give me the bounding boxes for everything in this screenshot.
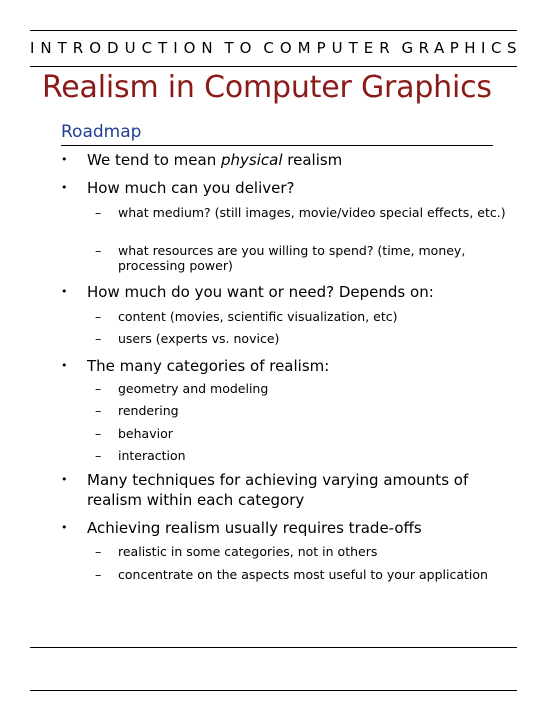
list-item xyxy=(95,448,508,463)
bullet-text: Achieving realism usually requires trade-offs xyxy=(87,519,422,537)
bullet-text: Many techniques for achieving varying amounts of realism within each category xyxy=(87,471,469,509)
list-item xyxy=(61,282,507,302)
footer-rule-top xyxy=(30,647,517,648)
bullet-icon: • xyxy=(61,473,68,486)
dash-icon: – xyxy=(95,243,102,258)
list-item xyxy=(61,150,507,170)
dash-icon: – xyxy=(95,205,102,220)
bullet-text: behavior xyxy=(118,426,173,441)
bullet-text: realistic in some categories, not in others xyxy=(118,544,378,559)
bullet-text: rendering xyxy=(118,403,179,418)
bullet-text: content (movies, scientific visualization, etc) xyxy=(118,309,398,324)
footer-rule-bottom xyxy=(30,690,517,691)
list-item xyxy=(95,243,508,273)
bullet-text: concentrate on the aspects most useful to your application xyxy=(118,567,488,582)
course-header-word: TO xyxy=(224,39,258,57)
bullet-text: what resources are you willing to spend? (time, money, processing power) xyxy=(118,243,466,273)
bullet-text: The many categories of realism: xyxy=(87,357,330,375)
slide-title: Realism in Computer Graphics xyxy=(42,70,492,105)
bullet-text: what medium? (still images, movie/video special effects, etc.) xyxy=(118,205,506,220)
dash-icon: – xyxy=(95,381,102,396)
dash-icon: – xyxy=(95,403,102,418)
dash-icon: – xyxy=(95,448,102,463)
course-header-word: COMPUTER xyxy=(263,39,396,57)
dash-icon: – xyxy=(95,309,102,324)
bullet-icon: • xyxy=(61,359,68,372)
emphasis-text: physical xyxy=(221,151,283,169)
bullet-text: We tend to mean xyxy=(87,151,221,169)
bullet-icon: • xyxy=(61,285,68,298)
dash-icon: – xyxy=(95,331,102,346)
bullet-text: geometry and modeling xyxy=(118,381,269,396)
course-header-word: INTRODUCTION xyxy=(30,39,219,57)
list-item xyxy=(95,309,508,324)
list-item xyxy=(95,403,508,418)
list-item xyxy=(95,544,508,559)
bullet-text: realism xyxy=(282,151,343,169)
dash-icon: – xyxy=(95,544,102,559)
bullet-icon: • xyxy=(61,153,68,166)
course-header-word: GRAPHICS xyxy=(401,39,522,57)
list-item xyxy=(95,205,508,220)
bullet-text: interaction xyxy=(118,448,186,463)
bullet-icon: • xyxy=(61,181,68,194)
bullet-text: How much can you deliver? xyxy=(87,179,295,197)
list-item xyxy=(95,381,508,396)
list-item xyxy=(95,426,508,441)
dash-icon: – xyxy=(95,567,102,582)
list-item xyxy=(61,178,507,198)
list-item xyxy=(61,518,507,538)
list-item xyxy=(61,356,507,376)
dash-icon: – xyxy=(95,426,102,441)
list-item xyxy=(61,470,507,510)
list-item xyxy=(95,331,508,346)
bullet-icon: • xyxy=(61,521,68,534)
bullet-text: users (experts vs. novice) xyxy=(118,331,280,346)
list-item xyxy=(95,567,508,582)
bullet-text: How much do you want or need? Depends on: xyxy=(87,283,434,301)
section-heading: Roadmap xyxy=(61,122,142,142)
